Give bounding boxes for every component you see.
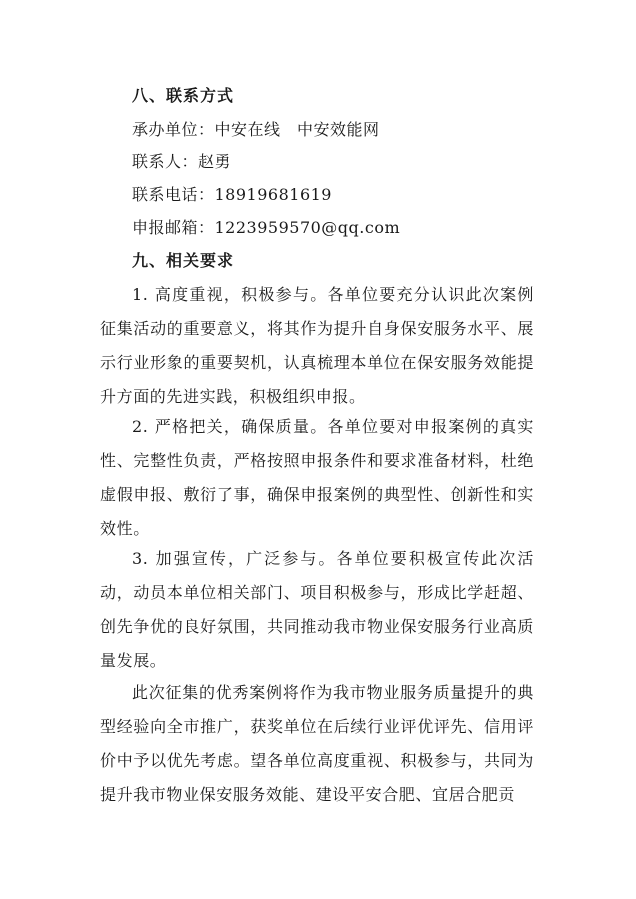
closing-paragraph: 此次征集的优秀案例将作为我市物业服务质量提升的典型经验向全市推广，获奖单位在后续行业评优评先、信用评价中予以优先考虑。望各单位高度重视、积极参与，共同为提升我市物业保安服务效能、建设平安合肥、宜居合肥贡 <box>100 683 534 804</box>
organizer-line: 承办单位：中安在线 中安效能网 <box>132 120 380 139</box>
requirement-item-1: 1. 高度重视，积极参与。各单位要充分认识此次案例征集活动的重要意义，将其作为提升自身保安服务水平、展示行业形象的重要契机，认真梳理本单位在保安服务效能提升方面的先进实践，积极组织申报。 <box>100 285 534 406</box>
contact-heading: 八、联系方式 <box>132 86 235 105</box>
contact-phone-line: 联系电话：18919681619 <box>132 185 332 204</box>
requirements-heading: 九、相关要求 <box>132 251 235 270</box>
requirement-item-3: 3. 加强宣传，广泛参与。各单位要积极宣传此次活动，动员本单位相关部门、项目积极参与，形成比学赶超、创先争优的良好氛围，共同推动我市物业保安服务行业高质量发展。 <box>100 549 534 670</box>
contact-person-line: 联系人：赵勇 <box>132 152 232 171</box>
contact-email-line: 申报邮箱：1223959570@qq.com <box>132 218 401 237</box>
requirement-item-2: 2. 严格把关，确保质量。各单位要对申报案例的真实性、完整性负责，严格按照申报条件和要求准备材料，杜绝虚假申报、敷衍了事，确保申报案例的典型性、创新性和实效性。 <box>100 417 534 538</box>
